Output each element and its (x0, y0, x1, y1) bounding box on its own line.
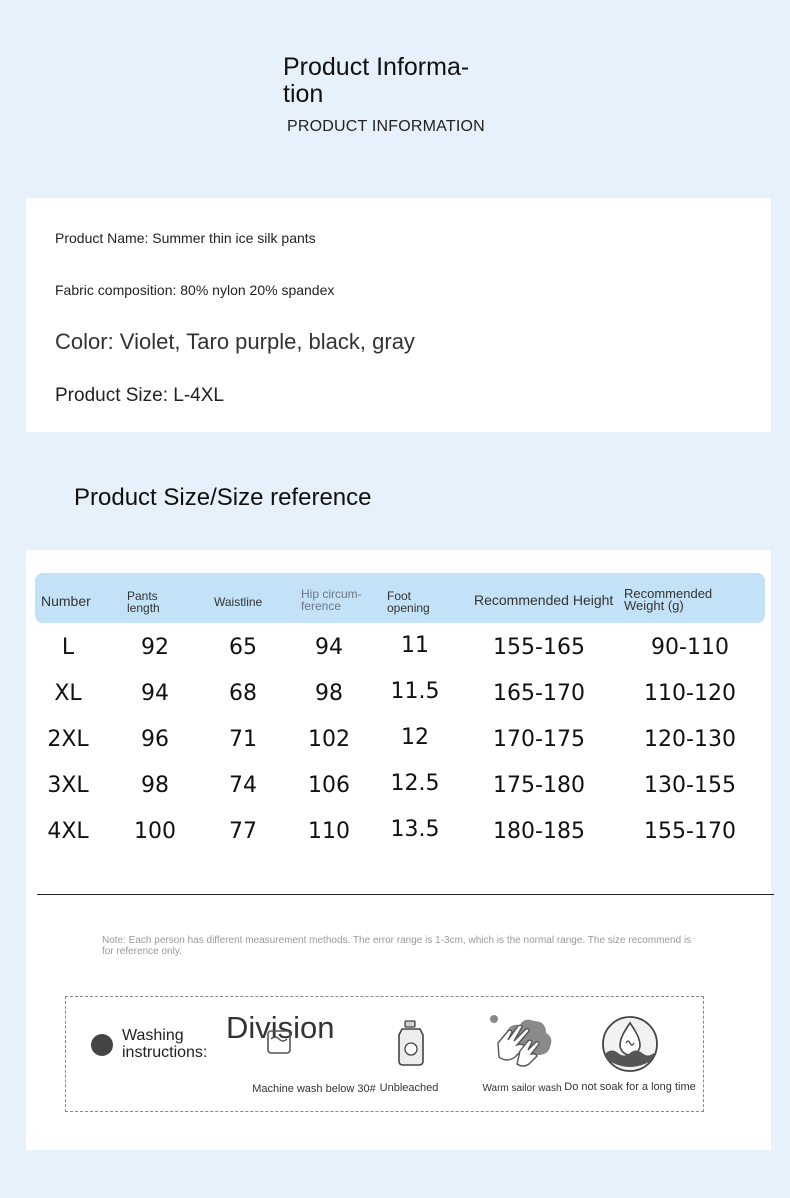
product-colors: Color: Violet, Taro purple, black, gray (55, 329, 415, 354)
table-cell: 130-155 (644, 773, 736, 798)
table-divider (37, 894, 774, 895)
table-cell: 155-170 (644, 819, 736, 844)
table-cell: 11 (401, 633, 429, 658)
size-section-title: Product Size/Size reference (74, 484, 372, 511)
wash-caption-1: Machine wash below 30# (252, 1083, 376, 1095)
table-cell: 96 (141, 727, 169, 752)
page-title: Product Informa- tion (283, 53, 470, 108)
measurement-note: Note: Each person has different measurement methods. The error range is 1-3cm, which is the normal range. The size recommend is for reference only. (102, 935, 692, 957)
table-cell: 106 (308, 773, 350, 798)
table-cell: L (61, 635, 75, 660)
product-size-range: Product Size: L-4XL (55, 385, 224, 406)
table-cell: 155-165 (493, 635, 585, 660)
table-cell: 90-110 (651, 635, 729, 660)
wash-caption-3: Warm sailor wash (482, 1083, 562, 1094)
header-height: Recommended Height (474, 592, 614, 608)
table-row (26, 727, 771, 773)
header-pants-length: Pants length (127, 589, 160, 615)
table-cell: 13.5 (390, 817, 440, 842)
table-cell: 100 (134, 819, 176, 844)
size-table-header (35, 573, 765, 623)
table-cell: 180-185 (493, 819, 585, 844)
wash-caption-2: Unbleached (379, 1082, 439, 1094)
table-cell: 94 (315, 635, 343, 660)
table-cell: 11.5 (390, 679, 440, 704)
table-row (26, 681, 771, 727)
machine-wash-icon (266, 1027, 292, 1055)
header-foot-opening: Foot opening (387, 589, 430, 615)
table-cell: 3XL (47, 773, 89, 798)
table-cell: 12 (401, 725, 429, 750)
division-text: Division (226, 1010, 335, 1045)
washing-label: Washing instructions: (122, 1027, 208, 1061)
table-cell: 98 (315, 681, 343, 706)
table-cell: 74 (229, 773, 257, 798)
table-cell: 98 (141, 773, 169, 798)
table-cell: 12.5 (390, 771, 440, 796)
detergent-bottle-icon (394, 1019, 428, 1067)
table-cell: 120-130 (644, 727, 736, 752)
washing-instructions-box (65, 996, 704, 1112)
table-row (26, 635, 771, 681)
table-cell: 170-175 (493, 727, 585, 752)
product-info-card (26, 198, 771, 432)
table-cell: 165-170 (493, 681, 585, 706)
header-hip: Hip circum- ference (301, 587, 362, 613)
table-cell: 2XL (47, 727, 89, 752)
hand-wash-icon (490, 1013, 556, 1071)
page-subtitle: PRODUCT INFORMATION (287, 118, 485, 135)
fabric-composition: Fabric composition: 80% nylon 20% spandex (55, 282, 335, 298)
header-waistline: Waistline (214, 595, 263, 609)
table-cell: 94 (141, 681, 169, 706)
table-cell: XL (54, 681, 82, 706)
header-number: Number (41, 593, 91, 609)
no-soak-icon (601, 1015, 659, 1073)
table-cell: 65 (229, 635, 257, 660)
table-cell: 175-180 (493, 773, 585, 798)
table-cell: 92 (141, 635, 169, 660)
table-cell: 71 (229, 727, 257, 752)
header-weight: Recommended Weight (g) (624, 586, 713, 613)
product-name: Product Name: Summer thin ice silk pants (55, 230, 316, 246)
table-cell: 110-120 (644, 681, 736, 706)
table-cell: 4XL (47, 819, 89, 844)
table-row (26, 819, 771, 865)
table-cell: 110 (308, 819, 350, 844)
bullet-dot (91, 1034, 113, 1056)
size-table-card (26, 550, 771, 1150)
table-cell: 102 (308, 727, 350, 752)
wash-caption-4: Do not soak for a long time (564, 1081, 696, 1093)
table-cell: 68 (229, 681, 257, 706)
table-row (26, 773, 771, 819)
table-cell: 77 (229, 819, 257, 844)
